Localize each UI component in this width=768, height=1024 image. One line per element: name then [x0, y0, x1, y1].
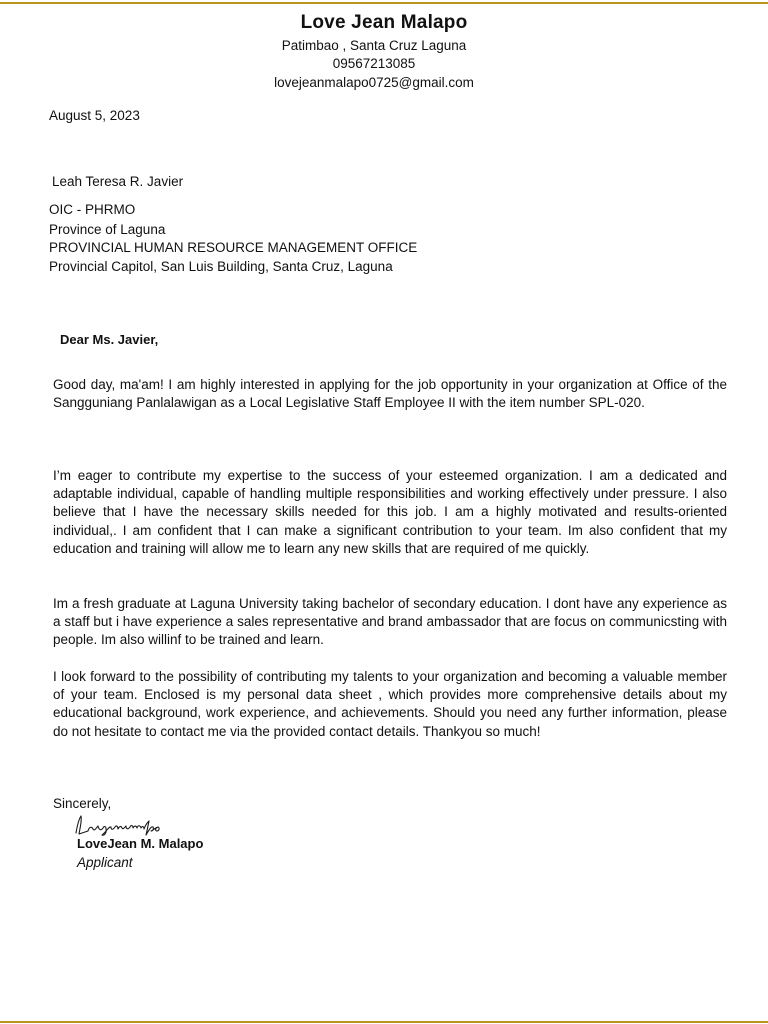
letter-date: August 5, 2023 [49, 108, 140, 123]
recipient-office: PROVINCIAL HUMAN RESOURCE MANAGEMENT OFFICE [49, 240, 418, 255]
body-paragraph-3: Im a fresh graduate at Laguna University taking bachelor of secondary education. I dont have any experience as a staff but i have experience a sales representative and brand ambassador that are focus on communicsting with people. Im also willinf to be trained and learn. [53, 596, 727, 648]
sender-email: lovejeanmalapo0725@gmail.com [274, 75, 474, 90]
recipient-name: Leah Teresa R. Javier [52, 174, 184, 189]
recipient-province: Province of Laguna [49, 222, 166, 237]
recipient-address: Provincial Capitol, San Luis Building, Santa Cruz, Laguna [49, 259, 393, 274]
handwritten-signature [73, 813, 163, 837]
body-paragraph-4: I look forward to the possibility of contributing my talents to your organization and becoming a valuable member of your team. Enclosed is my personal data sheet , which provides more comprehensive details about my educational background, work experience, and achievements. Should you need any further information, please do not hesitate to contact me via the provided contact details. Thankyou so much! [53, 669, 727, 739]
bottom-rule [0, 1021, 768, 1023]
sender-phone: 09567213085 [332, 56, 416, 71]
sender-address: Patimbao , Santa Cruz Laguna [281, 38, 467, 53]
sender-name: Love Jean Malapo [300, 12, 468, 33]
signer-title: Applicant [77, 855, 133, 870]
body-paragraph-2: I’m eager to contribute my expertise to the success of your esteemed organization. I am a dedicated and adaptable individual, capable of handling multiple responsibilities and working effectively under pressure. I also believe that I have the necessary skills needed for this job. I am a highly motivated and results-oriented individual,. I am confident that I can make a significant contribution to your team. Im also confident that my education and training will allow me to learn any new skills that are required of me quickly. [53, 468, 727, 556]
body-paragraph-1: Good day, ma'am! I am highly interested in applying for the job opportunity in your organization at Office of the Sangguniang Panlalawigan as a Local Legislative Staff Employee II with the item number SPL-020. [53, 377, 727, 411]
valediction: Sincerely, [53, 796, 112, 811]
top-rule [0, 2, 768, 4]
salutation: Dear Ms. Javier, [60, 332, 159, 347]
recipient-position: OIC - PHRMO [49, 202, 136, 217]
signer-name: LoveJean M. Malapo [77, 836, 204, 851]
